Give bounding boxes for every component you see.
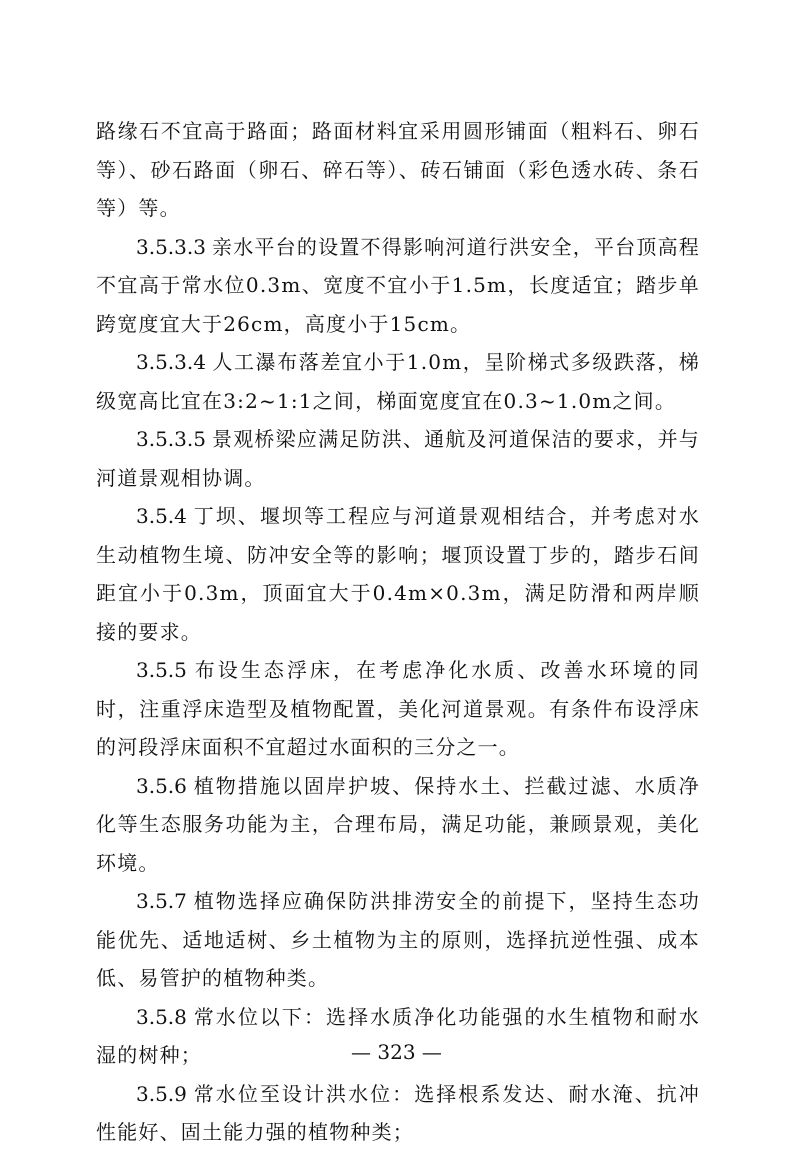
clause-3-5-5 [96,651,700,767]
paragraph-text: 常水位至设计洪水位：选择根系发达、耐水淹、抗冲性能好、固土能力强的植物种类； [96,1081,700,1144]
clause-3-5-9 [96,1075,700,1152]
page-number: — 323 — [351,1040,442,1064]
clause-number: 3.5.3.4 [136,350,206,374]
paragraph-text: 植物措施以固岸护坡、保持水土、拦截过滤、水质净化等生态服务功能为主，合理布局，满足功能，兼顾景观，美化环境。 [96,773,700,875]
clause-number: 3.5.3.5 [136,427,206,451]
paragraph-text: 丁坝、堰坝等工程应与河道景观相结合，并考虑对水生动植物生境、防冲安全等的影响；堰顶设置丁步的，踏步石间距宜小于0.3m，顶面宜大于0.4m×0.3m，满足防滑和两岸顺接的要求。 [96,504,700,644]
paragraph-text: 植物选择应确保防洪排涝安全的前提下，坚持生态功能优先、适地适树、乡土植物为主的原则，选择抗逆性强、成本低、易管护的植物种类。 [96,889,700,990]
clause-number: 3.5.9 [136,1081,187,1106]
paragraph-text: 亲水平台的设置不得影响河道行洪安全，平台顶高程不宜高于常水位0.3m、宽度不宜小于1.5m，长度适宜；踏步单跨宽度宜大于26cm，高度小于15cm。 [96,234,700,336]
clause-3-5-3-4 [96,343,700,420]
clause-3-5-6 [96,767,700,883]
clause-3-5-3-5 [96,420,700,497]
clause-3-5-3-3 [96,228,700,344]
paragraph-continuation [96,112,700,228]
clause-number: 3.5.4 [136,504,187,528]
clause-number: 3.5.3.3 [136,234,206,259]
clause-number: 3.5.7 [136,889,187,913]
paragraph-text: 布设生态浮床，在考虑净化水质、改善水环境的同时，注重浮床造型及植物配置，美化河道景观。有条件布设浮床的河段浮床面积不宜超过水面积的三分之一。 [96,658,700,759]
document-body [96,112,700,1152]
clause-number: 3.5.8 [136,1004,187,1029]
paragraph-text: 路缘石不宜高于路面；路面材料宜采用圆形铺面（粗料石、卵石等）、砂石路面（卵石、碎石等）、砖石铺面（彩色透水砖、条石等）等。 [96,119,700,220]
clause-3-5-7 [96,882,700,998]
paragraph-text: 常水位以下：选择水质净化功能强的水生植物和耐水湿的树种； [96,1004,700,1067]
clause-number: 3.5.6 [136,773,187,798]
paragraph-text: 景观桥梁应满足防洪、通航及河道保洁的要求，并与河道景观相协调。 [96,427,700,490]
clause-number: 3.5.5 [136,658,187,682]
clause-3-5-4 [96,497,700,651]
paragraph-text: 人工瀑布落差宜小于1.0m，呈阶梯式多级跌落，梯级宽高比宜在3:2~1:1之间，梯面宽度宜在0.3~1.0m之间。 [96,350,700,413]
